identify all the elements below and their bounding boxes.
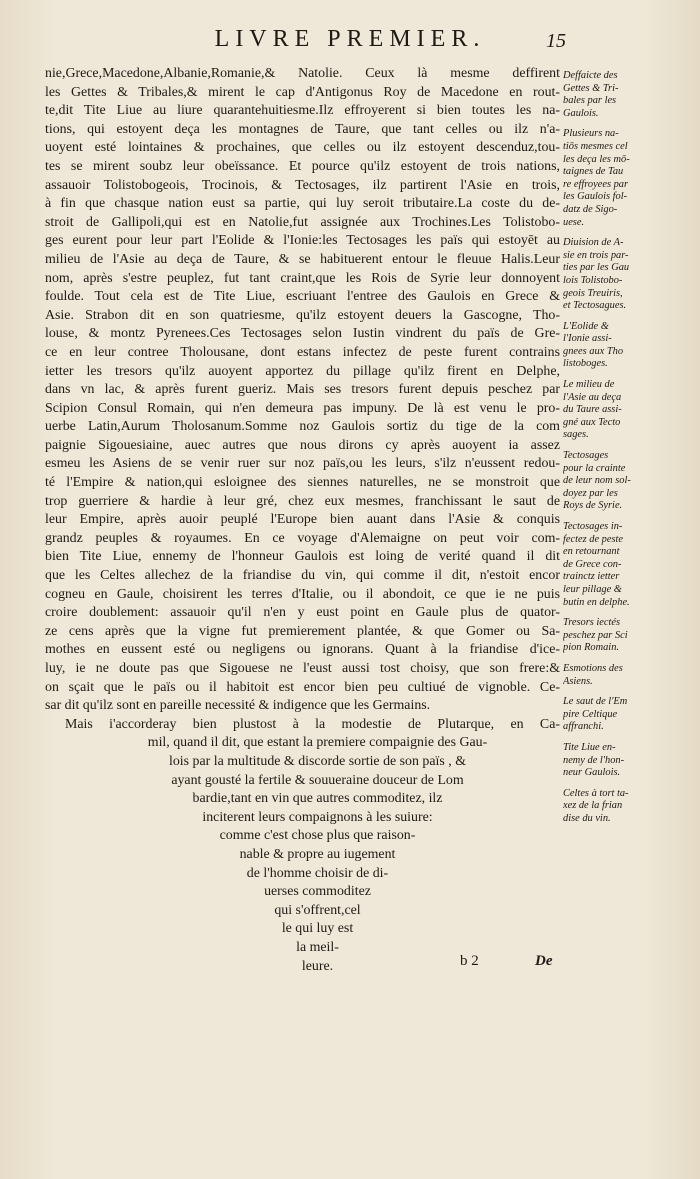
text-line: ze cens après que la vigne fut premierement plantée, & que Gomer ou Sa- [45,623,560,639]
margin-note-line: listoboges. [563,358,608,370]
margin-note-line: nemy de l'hon- [563,754,625,766]
margin-note-line: datz de Sigo- [563,203,618,215]
margin-note-line: Celtes à tort ta- [563,787,629,799]
margin-note-line: Tectosages [563,450,609,462]
margin-note-line: doyez par les [563,487,618,499]
margin-note-line: lois Tolistobo- [563,274,623,286]
margin-note-line: Roys de Syrie. [563,500,623,512]
margin-note-line: sages. [563,429,589,441]
text-line: foulde. Tout cela est de Tite Liue, escriuant l'entree des Gaulois en Grece & [45,289,560,305]
margin-note-line: et Tectosagues. [563,300,627,312]
margin-note-line: ties par les Gau [563,262,630,274]
text-line: grandz peuples & royaumes. En ce voyage d'Alemaigne on peut voir com- [45,530,560,546]
text-line: leure. [301,958,334,974]
margin-note-line: l'Ionie assi- [563,333,612,345]
margin-note-line: dise du vin. [563,812,611,824]
text-line: Mais i'accorderay bien plustost à la modestie de Plutarque, en Ca- [65,716,560,732]
margin-note-line: taignes de Tau [563,166,624,178]
text-line: dans vn lac, & après furent gueriz. Mais ses tresors furent depuis peschez par [45,382,560,398]
signature-mark: b 2 [460,953,479,969]
text-line: assauoir Tolistobogeois, Trocinois, & Tectosages, ilz partirent l'Asie en trois, [45,177,560,193]
margin-note-line: Le saut de l'Em [563,696,628,708]
main-text-block [45,65,560,976]
margin-note-line: Deffaicte des [563,70,618,81]
margin-note-line: du Taure assi- [563,404,622,416]
margin-note-line: Plusieurs na- [563,128,619,140]
margin-note-line: L'Eolide & [563,320,609,332]
margin-note [563,379,691,442]
margin-note-line: uese. [563,216,585,228]
text-line: Scipion Consul Romain, qui n'en demeura pas impuny. De là est venu le pro- [45,400,560,416]
margin-note-line: les deça les mō- [563,153,630,165]
margin-note-line: butin en delphe. [563,596,630,608]
margin-note-line: de leur nom sol- [563,475,631,487]
margin-note-line: pire Celtique [563,708,618,720]
margin-note [563,663,691,688]
text-line: nable & propre au iugement [239,846,396,862]
text-line: tes se mirent soubz leur obeïssance. Et pource qu'ilz estoyent de trois nations, [45,158,560,174]
margin-note-line: Tresors iectés [563,617,621,629]
text-line: ayant gousté la fertile & souueraine douceur de Lom [171,772,464,788]
margin-note [563,742,691,780]
text-line: qui s'offrent,cel [274,902,361,918]
text-line: milieu de l'Asie au deça de Taure, & se habituerent entour le fleuue Halis.Leur [45,251,560,267]
margin-note-line: en retournant [563,546,620,558]
margin-note-line: tiōs mesmes cel [563,140,628,152]
text-line: nie,Grece,Macedone,Albanie,Romanie,& Natolie. Ceux là mesme deffirent [45,66,560,81]
margin-note-line: re effroyees par [563,178,629,190]
margin-note-line: peschez par Sci [563,629,628,641]
margin-note-line: Gettes & Tri- [563,82,619,94]
margin-note-line: trainctz ietter [563,571,620,583]
tapered-paragraph [45,716,560,976]
text-line: on sçait que le païs ou il habitoit est encor bien peu cultiué de vignoble. Ce- [45,679,560,695]
text-line: la meil- [296,939,339,955]
text-line: te,dit Tite Liue au liure quarantehuitiesme.Ilz effroyerent si bien toutes les na- [45,103,560,119]
margin-note [563,70,691,120]
margin-note-line: geois Treuiris, [563,287,623,299]
margin-note-line: gnees aux Tho [563,345,624,357]
text-line: nom, après s'estre peuplez, fut tant craint,que les Rois de Syrie leur donnoyent [45,270,560,286]
text-line: esmeu les Asiens de se venir ruer sur noz païs,ou les leurs, s'ilz n'eussent redou- [45,456,560,472]
margin-note-line: xez de la frian [563,800,623,812]
margin-note-line: affranchi. [563,721,604,733]
margin-note-line: sie en trois par- [563,249,629,261]
margin-note-line: pour la crainte [563,462,626,474]
text-line: Asie. Strabon dit en son quatriesme, qu'ilz estoyent deuers la Gascogne, Tho- [45,307,560,323]
margin-note [563,788,691,826]
margin-note-line: Diuision de A- [563,237,624,249]
body-paragraph [45,65,560,716]
margin-note-line: fectez de peste [563,533,624,545]
text-line: stroit de Gallipoli,qui est en Natolie,fut assignée aux Trochines.Les Tolistobo- [45,214,560,230]
text-line: té l'Empire & nation,qui esloignee des siennes naturelles, ne se monstroit que [45,475,560,491]
margin-note-line: Tectosages in- [563,521,623,532]
text-line: uerbe Latin,Aurum Tholosanum.Somme noz Gaulois sortiz du tige de la com [45,419,560,435]
text-line: le qui luy est [281,921,354,937]
text-line: trop guerriere & hardie à leur gré, chez eux mesmes, franchissant le saut de [45,493,560,509]
margin-note-line: bales par les [563,95,617,107]
margin-note-line: les Gaulois fol- [563,191,628,203]
text-line: ce en leur contree Tholousane, dont estans infectez de peste furent contrains [45,344,560,360]
text-line: louse, & montz Pyrenees.Ces Tectosages selon Iustin vindrent du païs de Gre- [45,326,560,342]
margin-note [563,521,691,609]
text-line: luy, ie ne doute pas que Sigouese ne l'eust aussi tost choisy, que son frere:& [45,661,560,676]
margin-note-line: Tite Liue en- [563,741,616,753]
text-line: ietter les tresors qu'ilz auoyent apportez du pillage qu'ilz firent en Delphe, [45,363,560,379]
margin-note [563,128,691,229]
text-line: paignie Sigouesiaine, auec autres que nous dirons cy après auoyent ia assez [45,437,560,453]
catchword: De [535,953,553,969]
text-line: croire doublement: assauoir qu'il n'en y eust point en Gaule plus de quator- [45,605,560,621]
page-number: 15 [546,30,566,52]
text-line: comme c'est chose plus que raison- [219,828,416,844]
text-line: lois par la multitude & discorde sortie de son païs , & [168,753,467,769]
text-line: mothes en eussent esté ou negligens ou ignorans. Quant à la friandise d'ice- [45,642,560,658]
marginal-notes [563,70,691,833]
margin-note [563,617,691,655]
text-line: uerses commoditez [264,884,371,900]
text-line: tions, qui estoyent deça les montagnes de Taure, que tant celles ou ilz n'a- [45,121,560,137]
margin-note [563,696,691,734]
text-line: les Gettes & Tribales,& mirent le cap d'Antigonus Roy de Macedone en rout- [45,84,560,100]
margin-note-line: Le milieu de [563,379,615,391]
text-line: leur Empire, après auoir peuplé l'Europe bien auant dans l'Asie & conquis [45,512,560,528]
text-line: mil, quand il dit, que estant la premiere compaignie des Gau- [147,735,488,751]
text-line: uoyent esté lointaines & prochaines, que celles ou ilz estoyent descenduz,tou- [45,140,560,156]
text-line: que les Celtes allechez de la friandise du vin, qui comme il dit, n'estoit encor [45,568,560,584]
margin-note-line: Esmotions des [563,662,623,674]
text-line: de l'homme choisir de di- [246,865,389,881]
text-line: à fin que chasque nation eust sa partie, qui luy seroit tributaire.La coste du de- [45,196,560,212]
margin-note-line: de Grece con- [563,558,622,570]
margin-note-line: neur Gaulois. [563,767,621,779]
text-line: ges eurent pour leur part l'Eolide & l'Ionie:les Tectosages les païs qui estoyēt au [45,233,560,249]
margin-note-line: leur pillage & [563,583,622,595]
margin-note [563,237,691,313]
running-head: LIVRE PREMIER. [214,26,486,52]
text-line: cogneu en Gaule, choisirent les terres d'Italie, ou il abondoit, ce que ie ne puis [45,586,560,602]
margin-note-line: Asiens. [563,675,593,687]
text-line: sar dit qu'ilz sont en pareille necessité & indigence que les Germains. [45,698,431,714]
text-line: inciterent leurs compaignons à les suiure: [202,809,433,825]
text-line: bardie,tant en vin que autres commoditez, ilz [192,791,443,807]
margin-note-line: Gaulois. [563,107,599,119]
margin-note-line: l'Asie au deça [563,391,622,403]
margin-note-line: gné aux Tecto [563,416,621,428]
margin-note [563,450,691,513]
margin-note [563,321,691,371]
text-line: bien Tite Liue, ennemy de l'honneur Gaulois est loing de verité quand il dit [45,549,560,565]
margin-note-line: pion Romain. [563,642,619,654]
